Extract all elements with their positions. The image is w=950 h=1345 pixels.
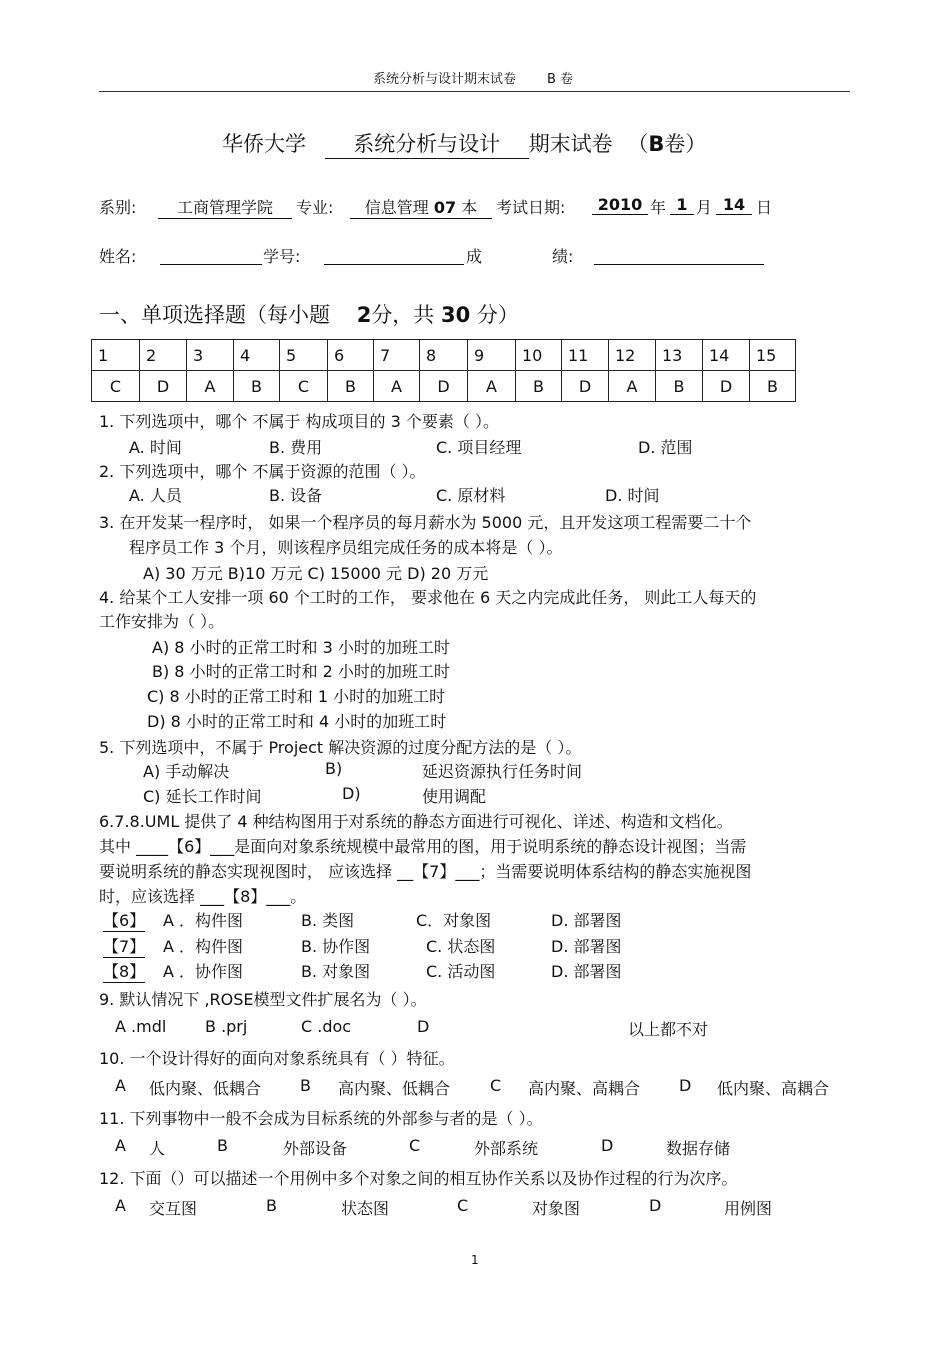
q12-option-a-label: A [115,1196,126,1215]
table-cell: C [280,371,328,402]
q5-option-b: 延迟资源执行任务时间 [422,762,583,781]
q1-option-a: A. 时间 [129,438,182,457]
dept-label: 系别: [99,198,137,217]
q2-option-b: B. 设备 [269,486,323,505]
q8-label: 【8】 [103,959,145,983]
title-school: 华侨大学 [222,132,306,156]
name-label: 姓名: [99,247,137,266]
table-cell: C [92,371,140,402]
section-points: 2 [356,303,372,327]
running-header-course: 系统分析与设计期末试卷 [373,72,517,87]
q2-option-d: D. 时间 [605,486,660,505]
question-12: 12. 下面（）可以描述一个用例中多个对象之间的相互协作关系以及协作过程的行为次序。 [99,1169,738,1188]
section-heading-b: 分，共 [371,303,435,327]
q12-option-a: 交互图 [149,1199,198,1218]
table-cell: A [468,371,516,402]
q5-option-d-label: D) [342,784,361,803]
q1-option-d: D. 范围 [638,438,693,457]
q7-label: 【7】 [103,934,145,958]
table-cell: 3 [187,340,234,371]
q4-option-b: B) 8 小时的正常工时和 2 小时的加班工时 [152,662,450,681]
table-cell: 13 [656,340,703,371]
q7-option-a: A ．构件图 [163,937,244,956]
q2-option-c: C. 原材料 [436,486,506,505]
question-678-line-1: 6.7.8.UML 提供了 4 种结构图用于对系统的静态方面进行可视化、详述、构造和文档化。 [99,812,733,831]
section-heading-a: 一、单项选择题（每小题 [99,303,330,327]
date-day-unit: 日 [756,198,773,217]
table-cell: A [609,371,656,402]
q11-option-d-label: D [601,1136,614,1155]
q11-option-a-label: A [115,1136,126,1155]
q2-option-a: A. 人员 [129,486,182,505]
question-678-line-2: 其中 ____【6】___是面向对象系统规模中最常用的图，用于说明系统的静态设计视图；当需 [99,837,747,856]
q10-option-c-label: C [490,1076,502,1095]
table-cell: A [374,371,420,402]
table-cell: 1 [92,340,140,371]
dept-value: 工商管理学院 [158,195,292,219]
q8-option-d: D. 部署图 [551,962,622,981]
q1-option-c: C. 项目经理 [436,438,522,457]
q1-option-b: B. 费用 [269,438,323,457]
table-cell: 4 [234,340,280,371]
question-1: 1. 下列选项中，哪个 不属于 构成项目的 3 个要素（ ）。 [99,412,499,431]
q9-option-d-label: D [417,1017,430,1036]
major-value [350,195,492,219]
question-10: 10. 一个设计得好的面向对象系统具有（ ）特征。 [99,1049,455,1068]
q5-option-b-label: B) [325,759,343,778]
major-value-a: 信息管理 [364,198,429,217]
question-2: 2. 下列选项中，哪个 不属于资源的范围（ ）。 [99,462,426,481]
answer-table-numbers-row [92,340,796,371]
question-3-line-2: 程序员工作 3 个月，则该程序员组完成任务的成本将是（ ）。 [129,538,563,557]
table-cell: D [140,371,187,402]
q6-option-a: A ．构件图 [163,911,244,930]
section-total: 30 [441,303,471,327]
title-course: 系统分析与设计 [325,128,529,159]
table-cell: D [420,371,468,402]
question-4-line-2: 工作安排为（ ）。 [99,612,225,631]
date-month-unit: 月 [696,198,713,217]
table-cell: D [562,371,609,402]
question-3-line-1: 3. 在开发某一程序时， 如果一个程序员的每月薪水为 5000 元，且开发这项工程需要二十个 [99,513,752,532]
q11-option-c-label: C [409,1136,421,1155]
title-paren: （ [627,132,649,156]
student-id-field[interactable] [324,264,464,265]
page-title [222,128,706,159]
q3-options: A) 30 万元 B)10 万元 C) 15000 元 D) 20 万元 [143,564,489,583]
q4-option-c: C) 8 小时的正常工时和 1 小时的加班工时 [147,687,446,706]
table-cell: 2 [140,340,187,371]
date-year: 2010 [592,195,648,215]
major-label: 专业: [296,198,334,217]
q9-option-a: A .mdl [115,1017,167,1036]
q11-option-a: 人 [149,1139,166,1158]
q10-option-d: 低内聚、高耦合 [717,1079,830,1098]
q12-option-d: 用例图 [724,1199,773,1218]
table-cell: 7 [374,340,420,371]
q9-option-d: 以上都不对 [628,1020,709,1039]
section-heading [99,299,519,329]
q6-option-d: D. 部署图 [551,911,622,930]
question-11: 11. 下列事物中一般不会成为目标系统的外部参与者的是（ ）。 [99,1109,543,1128]
name-field[interactable] [160,264,262,265]
table-cell: A [187,371,234,402]
q5-option-d: 使用调配 [422,787,487,806]
major-value-c: 本 [461,198,478,217]
question-678-line-3: 要说明系统的静态实现视图时， 应该选择 __【7】___；当需要说明体系结构的静态实施视图 [99,862,752,881]
q12-option-c-label: C [457,1196,469,1215]
q4-option-a: A) 8 小时的正常工时和 3 小时的加班工时 [152,638,450,657]
score-field[interactable] [594,264,764,265]
table-cell: 10 [516,340,562,371]
q12-option-b-label: B [266,1196,277,1215]
table-cell: B [328,371,374,402]
major-value-b: 07 [433,198,457,217]
table-cell: B [234,371,280,402]
table-cell: 11 [562,340,609,371]
table-cell: 6 [328,340,374,371]
table-cell: B [656,371,703,402]
q7-option-b: B. 协作图 [301,937,371,956]
answer-table [91,339,796,402]
q8-option-b: B. 对象图 [301,962,371,981]
q8-option-a: A ．协作图 [163,962,244,981]
q7-option-d: D. 部署图 [551,937,622,956]
table-cell: 15 [750,340,796,371]
table-cell: 12 [609,340,656,371]
running-header-paper: B 卷 [547,72,574,87]
page-number: 1 [471,1253,479,1267]
q6-option-c: C．对象图 [416,911,492,930]
q11-option-b-label: B [217,1136,228,1155]
q12-option-b: 状态图 [341,1199,390,1218]
q10-option-c: 高内聚、高耦合 [528,1079,641,1098]
answer-table-answers-row [92,371,796,402]
title-paper-suffix: 卷） [664,132,707,156]
table-cell: 5 [280,340,328,371]
q10-option-b: 高内聚、低耦合 [338,1079,451,1098]
table-cell: 14 [703,340,750,371]
q11-option-d: 数据存储 [666,1139,731,1158]
q12-option-d-label: D [649,1196,662,1215]
q12-option-c: 对象图 [532,1199,581,1218]
q4-option-d: D) 8 小时的正常工时和 4 小时的加班工时 [147,712,447,731]
title-exam: 期末试卷 [528,132,613,156]
q6-option-b: B. 类图 [301,911,355,930]
table-cell: 9 [468,340,516,371]
q5-option-a: A) 手动解决 [143,762,230,781]
q11-option-b: 外部设备 [283,1139,348,1158]
date-month: 1 [670,195,694,215]
section-heading-c: 分） [476,303,519,327]
q6-label: 【6】 [103,908,145,932]
table-cell: B [750,371,796,402]
header-rule [99,91,850,92]
question-5: 5. 下列选项中，不属于 Project 解决资源的过度分配方法的是（ ）。 [99,738,582,757]
table-cell: D [703,371,750,402]
student-id-label: 学号: [263,247,301,266]
score-label-a: 成 [466,247,483,266]
question-9: 9. 默认情况下 ,ROSE模型文件扩展名为（ ）。 [99,990,427,1009]
question-4-line-1: 4. 给某个工人安排一项 60 个工时的工作， 要求他在 6 天之内完成此任务， 则此工人每天的 [99,588,757,607]
question-678-line-4: 时，应该选择 ___【8】___。 [99,887,307,906]
date-day: 14 [716,195,752,215]
date-year-unit: 年 [650,198,667,217]
q10-option-a-label: A [115,1076,126,1095]
score-label-b: 绩: [552,247,574,266]
q10-option-b-label: B [300,1076,311,1095]
table-cell: B [516,371,562,402]
table-cell: 8 [420,340,468,371]
q10-option-a: 低内聚、低耦合 [149,1079,262,1098]
q9-option-c: C .doc [301,1017,352,1036]
q10-option-d-label: D [679,1076,692,1095]
q8-option-c: C. 活动图 [426,962,496,981]
date-label: 考试日期: [496,198,566,217]
q11-option-c: 外部系统 [474,1139,539,1158]
q9-option-b: B .prj [205,1017,248,1036]
q5-option-c: C) 延长工作时间 [143,787,262,806]
q7-option-c: C. 状态图 [426,937,496,956]
title-paper: B [648,132,665,156]
